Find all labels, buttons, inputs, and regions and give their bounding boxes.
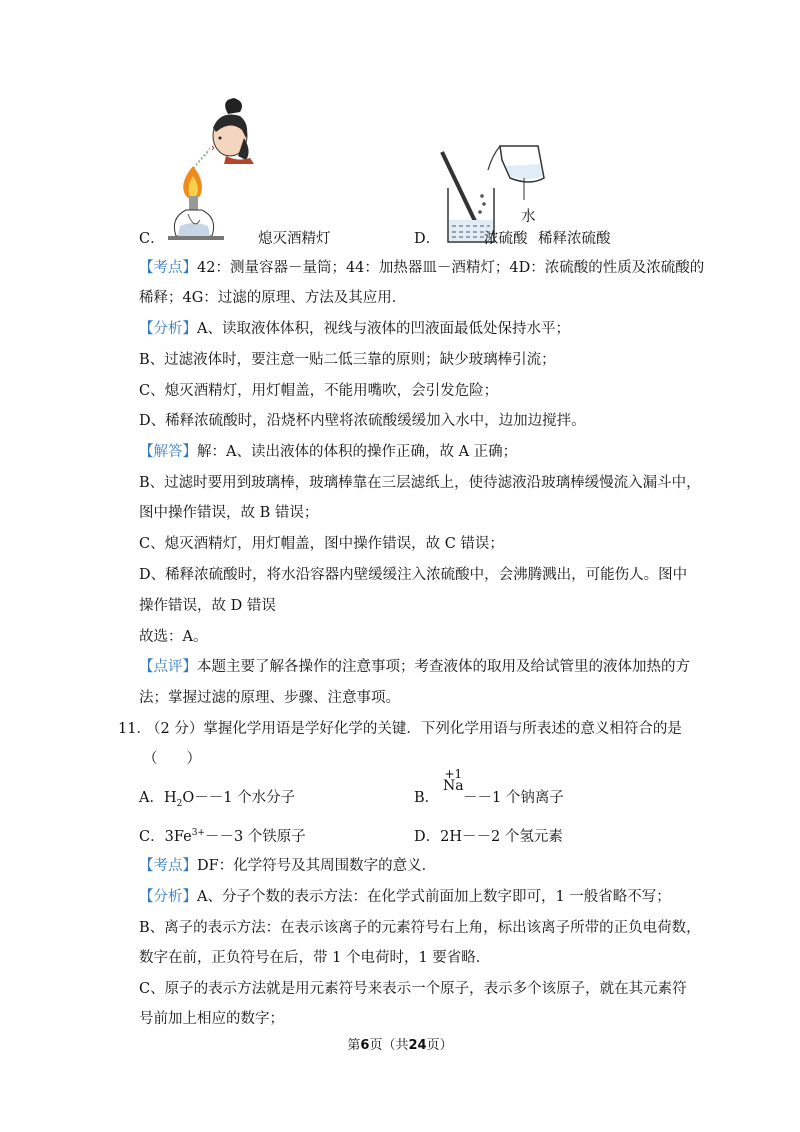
page-footer: 第6页（共24页） [347, 1038, 453, 1053]
q11-option-c [139, 825, 306, 846]
q11-paren: （ ） [143, 751, 201, 767]
kaodian-tag: 【考点】 [139, 858, 197, 874]
opt-c-letter: C． [139, 829, 165, 845]
q11-fenxi-b1: B、离子的表示方法：在表示该离子的元素符号右上角，标出该离子所带的正负电荷数， [139, 920, 701, 936]
opt-b-text: －－1 个钠离子 [463, 790, 564, 806]
fenxi-tag: 【分析】 [139, 321, 197, 337]
jieda-tag: 【解答】 [139, 444, 197, 460]
q11-stem: （2 分）掌握化学用语是学好化学的关键．下列化学用语与所表述的意义相符合的是 [146, 721, 682, 737]
figure-d-caption: 稀释浓硫酸 [538, 231, 611, 247]
page-number: 6 [360, 1038, 370, 1053]
q11-fenxi-b2: 数字在前，正负符号在后，带 1 个电荷时，1 要省略． [139, 950, 491, 966]
q11-option-d [414, 825, 563, 846]
opt-b-symbol [443, 768, 464, 792]
figure-c-letter: C． [139, 231, 165, 247]
opt-b-letter: B． [414, 790, 440, 806]
q10-fenxi-c: C、熄灭酒精灯，用灯帽盖，不能用嘴吹，会引发危险； [139, 383, 499, 399]
q11-fenxi-c2: 号前加上相应的数字； [139, 1011, 284, 1027]
q10-kaodian-cont: 稀释；4G：过滤的原理、方法及其应用． [139, 290, 407, 306]
q10-jieda-line [139, 440, 517, 461]
dianping-1: 本题主要了解各操作的注意事项；考查液体的取用及给试管里的液体加热的方 [197, 659, 690, 675]
q10-kaodian-line [139, 256, 704, 277]
opt-c-formula: $3Fe^{3+}$ [164, 828, 205, 845]
flame-icon [183, 166, 202, 199]
jieda-a: 解：A、读出液体的体积的操作正确，故 A 正确； [197, 444, 518, 460]
q10-jieda-d2: 操作错误，故 D 错误 [139, 598, 276, 614]
fenxi-a: A、读取液体体积，视线与液体的凹液面最低处保持水平； [197, 321, 570, 337]
q10-fenxi-line [139, 317, 570, 338]
figure-d-letter: D． [414, 231, 441, 247]
opt-a-formula: $H_2O$ [163, 790, 195, 809]
q11-fenxi-c1: C、原子的表示方法就是用元素符号来表示一个原子，表示多个该原子，就在其元素符 [139, 981, 687, 997]
opt-b-element: Na [443, 778, 464, 794]
q10-jieda-b1: B、过滤时要用到玻璃棒，玻璃棒靠在三层滤纸上，使待滤液沿玻璃棒缓慢流入漏斗中， [139, 475, 701, 491]
page-total: 24 [408, 1038, 427, 1053]
q10-dianping-line [139, 655, 690, 676]
opt-d-text: 2H－－2 个氢元素 [440, 829, 563, 845]
figure-d-water-label: 水 [521, 209, 536, 225]
alcohol-lamp-figure [168, 96, 258, 244]
opt-d-letter: D． [414, 829, 441, 845]
girl-head-icon [212, 98, 254, 164]
q10-answer: 故选：A。 [139, 629, 208, 645]
opt-a-text: －－1 个水分子 [194, 790, 296, 806]
opt-a-letter: A． [139, 790, 164, 806]
kaodian-text: DF：化学符号及其周围数字的意义． [197, 858, 437, 874]
dianping-tag: 【点评】 [139, 659, 197, 675]
opt-b-charge: +1 [444, 767, 463, 781]
q10-jieda-d1: D、稀释浓硫酸时，将水沿容器内壁缓缓注入浓硫酸中，会沸腾溅出，可能伤人。图中 [139, 567, 688, 583]
lamp-icon [168, 196, 224, 240]
kaodian-tag: 【考点】 [139, 260, 197, 276]
q10-fenxi-d: D、稀释浓硫酸时，沿烧杯内壁将浓硫酸缓缓加入水中，边加边搅拌。 [139, 413, 586, 429]
figure-d-acid-label: 浓硫酸 [484, 231, 528, 247]
q11-option-a [139, 786, 295, 809]
q11-number: 11． [118, 721, 151, 737]
fenxi-a: A、分子个数的表示方法：在化学式前面加上数字即可，1 一般省略不写； [197, 889, 671, 905]
opt-c-text: －－3 个铁原子 [204, 829, 306, 845]
q11-kaodian-line [139, 854, 436, 875]
figure-c-caption: 熄灭酒精灯 [258, 231, 331, 247]
q11-fenxi-line [139, 885, 671, 906]
q10-fenxi-b: B、过滤液体时，要注意一贴二低三靠的原则；缺少玻璃棒引流； [139, 352, 556, 368]
q10-jieda-c: C、熄灭酒精灯，用灯帽盖，图中操作错误，故 C 错误； [139, 536, 504, 552]
fenxi-tag: 【分析】 [139, 889, 197, 905]
kaodian-text: 42：测量容器－量筒；44：加热器皿－酒精灯；4D：浓硫酸的性质及浓硫酸的 [197, 260, 705, 276]
q10-jieda-b2: 图中操作错误，故 B 错误； [139, 505, 319, 521]
q10-dianping-2: 法；掌握过滤的原理、步骤、注意事项。 [139, 690, 400, 706]
